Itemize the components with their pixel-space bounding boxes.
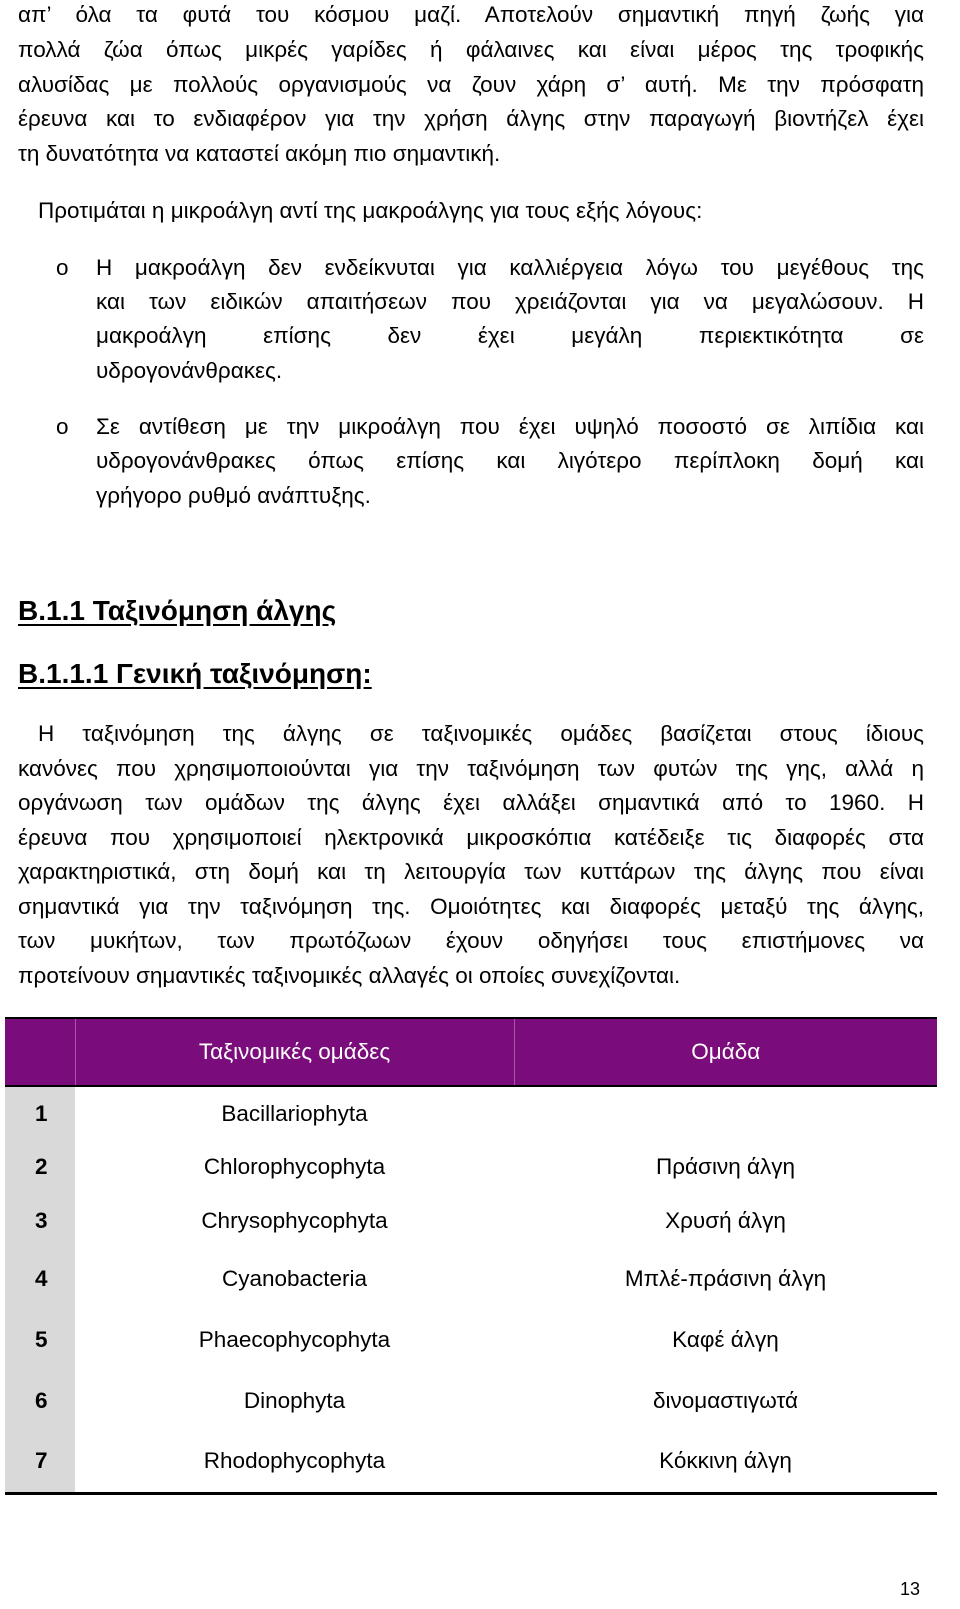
taxon-cell: Cyanobacteria bbox=[221, 1265, 368, 1291]
page-number: 13 bbox=[900, 1579, 921, 1599]
text-line: Σε αντίθεση με την μικροάλγη που έχει υψηλό ποσοστό σε λιπίδια και bbox=[96, 414, 924, 439]
row-number: 5 bbox=[5, 1309, 75, 1370]
bullet-marker: o bbox=[56, 255, 69, 280]
text-line: αλυσίδας με πολλούς οργανισμούς να ζουν χάρη σ’ αυτή. Με την πρόσφατη bbox=[18, 72, 924, 97]
group-cell: δινομαστιγωτά bbox=[652, 1387, 799, 1413]
text-line: κανόνες που χρησιμοποιούνται για την ταξινόμηση των φυτών της γης, αλλά η bbox=[18, 756, 924, 781]
text-line: Η μακροάλγη δεν ενδείκνυται για καλλιέργεια λόγω του μεγέθους της bbox=[96, 255, 924, 280]
subsection-heading: Β.1.1.1 Γενική ταξινόμηση: bbox=[18, 658, 372, 689]
taxon-cell: Chrysophycophyta bbox=[201, 1207, 388, 1233]
table-row bbox=[5, 1248, 937, 1309]
header-cell-number bbox=[5, 1018, 75, 1086]
text-line: έρευνα και το ενδιαφέρον για την χρήση άλγης στην παραγωγή βιοντήζελ έχει bbox=[18, 106, 924, 131]
text-line: έρευνα που χρησιμοποιεί ηλεκτρονικά μικροσκόπια κατέδειξε τις διαφορές στα bbox=[18, 825, 924, 850]
text-line: υδρογονάνθρακες. bbox=[96, 358, 283, 383]
text-line: και των ειδικών απαιτήσεων που χρειάζονται για να μεγαλώσουν. Η bbox=[96, 289, 924, 314]
intro-text: Προτιμάται η μικροάλγη αντί της μακροάλγης για τους εξής λόγους: bbox=[38, 198, 703, 223]
table-row bbox=[5, 1309, 937, 1370]
group-cell: Χρυσή άλγη bbox=[665, 1207, 786, 1233]
table-row bbox=[5, 1370, 937, 1431]
text-line: οργάνωση των ομάδων της άλγης έχει αλλάξει σημαντικά από το 1960. Η bbox=[18, 790, 924, 815]
taxon-cell: Bacillariophyta bbox=[221, 1101, 368, 1126]
taxon-cell: Phaecophycophyta bbox=[198, 1326, 391, 1352]
group-cell: Μπλέ-πράσινη άλγη bbox=[624, 1265, 827, 1291]
text-line: τη δυνατότητα να καταστεί ακόμη πιο σημαντική. bbox=[18, 141, 501, 166]
row-number: 7 bbox=[5, 1431, 75, 1493]
group-cell: Κόκκινη άλγη bbox=[514, 1431, 937, 1493]
text-line: γρήγορο ρυθμό ανάπτυξης. bbox=[96, 483, 371, 508]
text-line: μακροάλγη επίσης δεν έχει μεγάλη περιεκτικότητα σε bbox=[96, 323, 924, 348]
text-line: πολλά ζώα όπως μικρές γαρίδες ή φάλαινες και είναι μέρος της τροφικής bbox=[18, 37, 924, 62]
text-line: χαρακτηριστικά, στη δομή και τη λειτουργία των κυττάρων της άλγης που είναι bbox=[18, 859, 924, 884]
taxon-cell: Dinophyta bbox=[243, 1387, 346, 1413]
group-cell: Καφέ άλγη bbox=[672, 1326, 779, 1352]
row-number: 6 bbox=[5, 1370, 75, 1431]
bullet-marker: o bbox=[56, 414, 69, 439]
table-row bbox=[5, 1141, 937, 1193]
text-line: σημαντικά για την ταξινόμηση της. Ομοιότητες και διαφορές μεταξύ της άλγης, bbox=[18, 894, 924, 919]
header-cell-group: Ομάδα bbox=[514, 1018, 937, 1086]
taxon-cell: Chlorophycophyta bbox=[203, 1154, 386, 1179]
text-line: απ’ όλα τα φυτά του κόσμου μαζί. Αποτελούν σημαντική πηγή ζωής για bbox=[18, 2, 924, 27]
table-row bbox=[5, 1193, 937, 1248]
text-line: υδρογονάνθρακες όπως επίσης και λιγότερο περίπλοκη δομή και bbox=[96, 448, 924, 473]
text-line: Η ταξινόμηση της άλγης σε ταξινομικές ομάδες βασίζεται στους ίδιους bbox=[38, 721, 924, 746]
table-row bbox=[5, 1086, 937, 1141]
group-cell: Πράσινη άλγη bbox=[656, 1154, 795, 1179]
table-header-row bbox=[5, 1018, 937, 1086]
text-line: των μυκήτων, των πρωτόζωων έχουν οδηγήσει τους επιστήμονες να bbox=[18, 928, 924, 953]
header-cell-taxonomic-groups: Ταξινομικές ομάδες bbox=[75, 1018, 514, 1086]
taxon-cell: Rhodophycophyta bbox=[75, 1431, 514, 1493]
row-number: 2 bbox=[5, 1141, 75, 1193]
text-line: προτείνουν σημαντικές ταξινομικές αλλαγές οι οποίες συνεχίζονται. bbox=[18, 963, 681, 988]
table-row bbox=[5, 1431, 937, 1493]
taxonomy-table bbox=[5, 1017, 937, 1495]
row-number: 4 bbox=[5, 1248, 75, 1309]
row-number: 1 bbox=[5, 1086, 75, 1141]
row-number: 3 bbox=[5, 1193, 75, 1248]
section-heading: Β.1.1 Ταξινόμηση άλγης bbox=[18, 595, 337, 626]
group-cell bbox=[514, 1086, 937, 1141]
